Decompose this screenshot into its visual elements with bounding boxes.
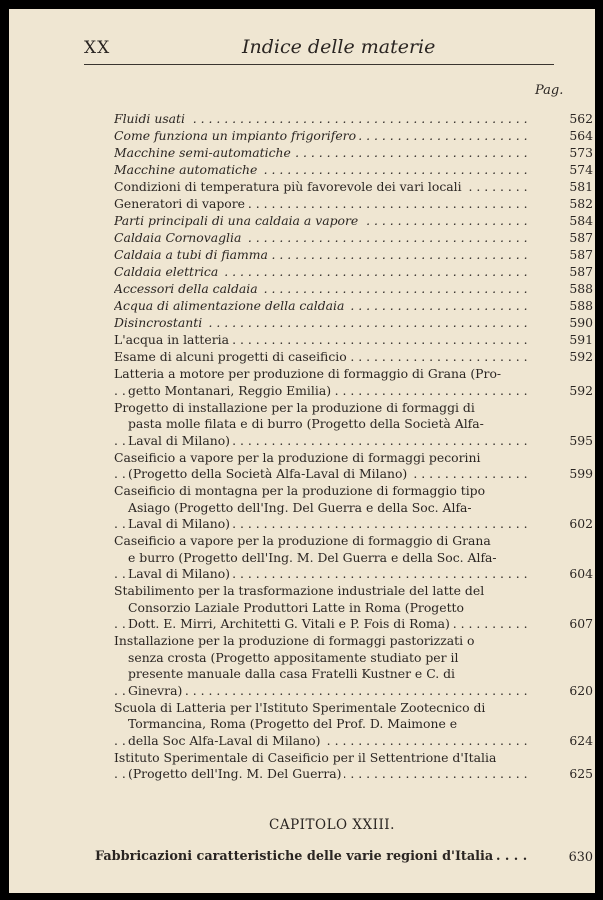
toc-entry-text: Dott. E. Mirri, Architetti G. Vitali e P. Fois di Roma) — [128, 616, 453, 631]
toc-entry-text: Generatori di vapore — [114, 196, 248, 211]
toc-entry-text: Caldaia a tubi di fiamma — [114, 247, 271, 262]
toc-page-number: 630 — [568, 849, 593, 865]
toc-page-number: 587 — [569, 247, 593, 262]
toc-page-number: 588 — [569, 281, 593, 296]
toc-entry — [114, 179, 593, 196]
toc-entry-text: Tormancina, Roma (Progetto del Prof. D. Maimone e — [128, 716, 460, 731]
toc-entry-text: (Progetto della Società Alfa-Laval di Milano) — [128, 466, 410, 481]
toc-entry-text: Scuola di Latteria per l'Istituto Sperimentale Zootecnico di — [114, 700, 488, 715]
toc-entry-text: Installazione per la produzione di formaggi pastorizzati o — [114, 633, 477, 648]
toc-entry-text: Macchine semi-automatiche — [114, 145, 294, 160]
toc-page-number: 592 — [569, 382, 593, 398]
toc-entry — [114, 699, 593, 750]
toc-entry-text: Fabbricazioni caratteristiche delle varie regioni d'Italia — [95, 849, 496, 864]
toc-page-number: 625 — [569, 766, 593, 781]
toc-page-number: 582 — [569, 196, 593, 211]
toc-entry-text: Acqua di alimentazione della caldaia — [114, 298, 347, 313]
toc-entry — [114, 332, 593, 349]
toc-entry-text: Laval di Milano) — [128, 516, 233, 531]
toc-entry — [114, 162, 593, 179]
toc-entry-text: pasta molle filata e di burro (Progetto della Società Alfa- — [128, 416, 487, 431]
toc-entry-text: Macchine automatiche — [114, 162, 260, 177]
toc-entry-text: senza crosta (Progetto appositamente studiato per il — [128, 650, 461, 665]
toc-entry — [114, 366, 593, 399]
toc-entry — [114, 128, 593, 145]
toc-page-number: 584 — [569, 213, 593, 228]
toc-entry-text: Caldaia Cornovaglia — [114, 230, 244, 245]
toc-page-number: 624 — [569, 732, 593, 748]
toc-entry-final — [95, 849, 593, 866]
toc-entry — [114, 145, 593, 162]
toc-entry — [114, 298, 593, 315]
toc-entry-text: Asiago (Progetto dell'Ing. Del Guerra e della Soc. Alfa- — [128, 500, 475, 515]
toc-entry-text: Stabilimento per la trasformazione industriale del latte del — [114, 583, 487, 598]
toc-entry — [114, 449, 593, 483]
toc-entry-text: Disincrostanti — [114, 315, 205, 330]
toc-page-number: 590 — [569, 315, 593, 330]
toc-page-number: 620 — [569, 682, 593, 698]
toc-page-number: 595 — [569, 432, 593, 448]
toc-entry-text: Fluidi usati — [114, 111, 188, 126]
page-header — [84, 36, 554, 65]
toc-entry-text: Caseificio di montagna per la produzione di formaggio tipo — [114, 483, 488, 498]
toc-entry-text: Caseificio a vapore per la produzione di formaggio di Grana — [114, 533, 494, 548]
toc-page-number: 587 — [569, 264, 593, 279]
toc-entry — [114, 111, 593, 128]
toc-page-number: 592 — [569, 349, 593, 364]
toc-entry-text: e burro (Progetto dell'Ing. M. Del Guerra e della Soc. Alfa- — [128, 550, 500, 565]
pag-label: Pag. — [535, 83, 564, 98]
toc-entry-text: Ginevra) — [128, 683, 185, 698]
toc-entry — [114, 281, 593, 298]
running-title: Indice delle materie — [242, 36, 436, 58]
toc-entry-text: L'acqua in latteria — [114, 332, 232, 347]
toc-entry — [114, 749, 593, 783]
book-page — [9, 9, 595, 893]
toc-entry-text: getto Montanari, Reggio Emilia) — [128, 383, 334, 398]
toc-entry-text: della Soc Alfa-Laval di Milano) — [128, 733, 323, 748]
chapter-heading: CAPITOLO XXIII. — [269, 817, 395, 833]
toc-entry-text: Accessori della caldaia — [114, 281, 261, 296]
page-number: XX — [84, 38, 111, 58]
toc-page-number: 562 — [569, 111, 593, 126]
toc-page-number: 588 — [569, 298, 593, 313]
toc-page-number: 581 — [569, 179, 593, 194]
toc-entry — [114, 483, 593, 533]
toc-entry — [114, 533, 593, 583]
toc-entry-text: Consorzio Laziale Produttori Latte in Roma (Progetto — [128, 600, 467, 615]
toc-entry-text: Progetto di installazione per la produzione di formaggi di — [114, 400, 478, 415]
toc-entry — [114, 349, 593, 366]
toc-entry-text: Laval di Milano) — [128, 433, 233, 448]
toc-entry — [114, 633, 593, 699]
toc-entry-text: Esame di alcuni progetti di caseificio — [114, 349, 350, 364]
toc-page-number: 564 — [569, 128, 593, 143]
toc-page-number: 587 — [569, 230, 593, 245]
toc-entry-text: Come funziona un impianto frigorifero — [114, 128, 359, 143]
toc-page-number: 599 — [569, 466, 593, 481]
toc-entry-text: Latteria a motore per produzione di formaggio di Grana (Pro- — [114, 366, 504, 381]
toc-page-number: 574 — [569, 162, 593, 177]
toc-entry — [114, 264, 593, 281]
toc-page-number: 604 — [569, 566, 593, 581]
toc-entry-text: Caldaia elettrica — [114, 264, 221, 279]
toc-entry-text: Condizioni di temperatura più favorevole dei vari locali — [114, 179, 465, 194]
toc-entry — [114, 315, 593, 332]
toc-entry-text: (Progetto dell'Ing. M. Del Guerra) — [128, 766, 344, 781]
toc-entry-text: Istituto Sperimentale di Caseificio per il Settentrione d'Italia — [114, 750, 499, 765]
toc-entry — [114, 399, 593, 450]
toc-page-number: 602 — [569, 516, 593, 531]
toc-page-number: 591 — [569, 332, 593, 347]
toc-entry — [114, 213, 593, 230]
toc-entry — [114, 583, 593, 633]
toc-page-number: 573 — [569, 145, 593, 160]
toc-page-number: 607 — [569, 616, 593, 631]
toc-entry-text: Caseificio a vapore per la produzione di formaggi pecorini — [114, 450, 483, 465]
toc-entry-text: Laval di Milano) — [128, 566, 233, 581]
toc-entry — [114, 196, 593, 213]
toc-entry — [114, 230, 593, 247]
toc-entry-text: presente manuale dalla casa Fratelli Kustner e C. di — [128, 666, 458, 681]
toc-entry — [114, 247, 593, 264]
toc-entry-text: Parti principali di una caldaia a vapore — [114, 213, 361, 228]
